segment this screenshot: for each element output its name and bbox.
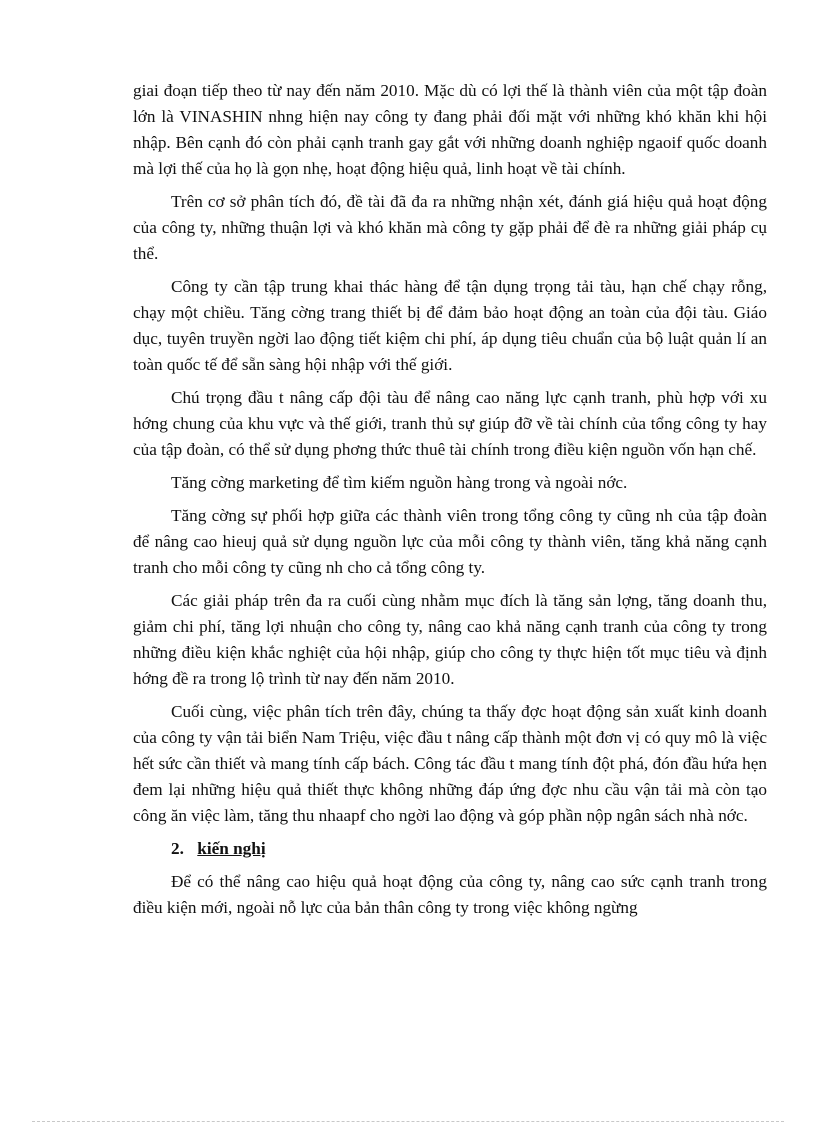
- paragraph-cargo: Công ty cần tập trung khai thác hàng để tận dụng trọng tải tàu, hạn chế chạy rỗng, chạy một chiều. Tăng cờng trang thiết bị để đảm bảo hoạt động an toàn của đội tàu. Giáo dục, tuyên truyền ngời lao động tiết kiệm chi phí, áp dụng tiêu chuẩn của bộ luật quản lí an toàn quốc tế để sẵn sàng hội nhập với thế giới.: [133, 277, 767, 374]
- section-number: 2.: [171, 839, 184, 858]
- page-bottom-rule: [32, 1121, 784, 1122]
- paragraph-recommendation: Để có thể nâng cao hiệu quả hoạt động của công ty, nâng cao sức cạnh tranh trong điều kiện mới, ngoài nỗ lực của bản thân công ty trong việc không ngừng: [133, 872, 767, 917]
- paragraph-solutions: Các giải pháp trên đa ra cuối cùng nhằm mục đích là tăng sản lợng, tăng doanh thu, giảm chi phí, tăng lợi nhuận cho công ty, nâng cao khả năng cạnh tranh của công ty trong những điều kiện khắc nghiệt của hội nhập, giúp cho công ty thực hiện tốt mục tiêu và định hớng đề ra trong lộ trình từ nay đến năm 2010.: [133, 591, 767, 688]
- document-page: [133, 78, 767, 928]
- paragraph-investment: Chú trọng đầu t nâng cấp đội tàu để nâng cao năng lực cạnh tranh, phù hợp với xu hớng chung của khu vực và thế giới, tranh thủ sự giúp đỡ về tài chính của tổng công ty hay của tập đoàn, có thể sử dụng phơng thức thuê tài chính trong điều kiện nguồn vốn hạn chế.: [133, 388, 767, 459]
- paragraph-coordination: Tăng cờng sự phối hợp giữa các thành viên trong tổng công ty cũng nh của tập đoàn để nâng cao hieuj quả sử dụng nguồn lực của mỗi công ty thành viên, tăng khả năng cạnh tranh cho mỗi công ty cũng nh cho cả tổng công ty.: [133, 506, 767, 577]
- section-heading: [133, 836, 767, 869]
- paragraph-analysis: Trên cơ sở phân tích đó, đề tài đã đa ra những nhận xét, đánh giá hiệu quả hoạt động của công ty, những thuận lợi và khó khăn mà công ty gặp phải để đè ra những giải pháp cụ thể.: [133, 192, 767, 263]
- paragraph-conclusion: Cuối cùng, việc phân tích trên đây, chúng ta thấy đợc hoạt động sản xuất kinh doanh của công ty vận tải biển Nam Triệu, việc đầu t nâng cấp thành một đơn vị có quy mô là việc hết sức cần thiết và mang tính cấp bách. Công tác đầu t mang tính đột phá, đón đầu hứa hẹn đem lại những hiệu quả thiết thực không những đáp ứng đợc nhu cầu vận tải mà còn tạo công ăn việc làm, tăng thu nhaapf cho ngời lao động và góp phần nộp ngân sách nhà nớc.: [133, 702, 767, 825]
- paragraph-intro: giai đoạn tiếp theo từ nay đến năm 2010. Mặc dù có lợi thế là thành viên của một tập đoàn lớn là VINASHIN nhng hiện nay công ty đang phải đối mặt với những khó khăn khi hội nhập. Bên cạnh đó còn phải cạnh tranh gay gắt với những doanh nghiệp ngaoif quốc doanh mà lợi thế của họ là gọn nhẹ, hoạt động hiệu quả, linh hoạt về tài chính.: [133, 81, 767, 178]
- section-title: kiến nghị: [197, 839, 266, 858]
- paragraph-marketing: Tăng cờng marketing để tìm kiếm nguồn hàng trong và ngoài nớc.: [171, 473, 628, 492]
